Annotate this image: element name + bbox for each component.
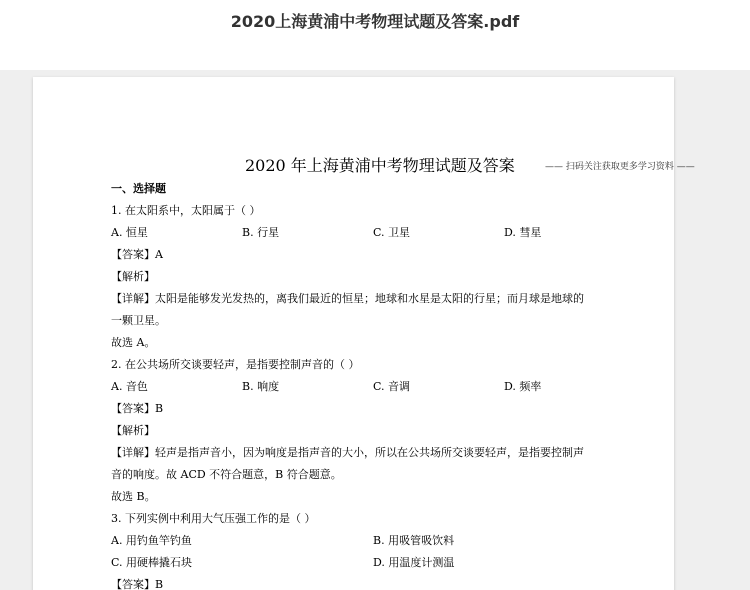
- viewer-header: [0, 0, 750, 70]
- q2-detail-line-1: 【详解】轻声是指声音小，因为响度是指声音的大小，所以在公共场所交谈要轻声，是指要控制声: [111, 446, 584, 459]
- pdf-viewer[interactable]: [0, 70, 750, 590]
- q1-answer: 【答案】A: [111, 248, 163, 261]
- q1-detail-line-1: 【详解】太阳是能够发光发热的，离我们最近的恒星；地球和水星是太阳的行星；而月球是地球的: [111, 292, 584, 305]
- q2-answer: 【答案】B: [111, 402, 164, 415]
- pdf-page: [33, 77, 695, 590]
- q1-option-d: D. 彗星: [504, 226, 542, 239]
- paper-title: 2020 年上海黄浦中考物理试题及答案: [245, 156, 515, 175]
- q3-option-b: B. 用吸管吸饮料: [373, 534, 455, 547]
- q1-conclusion: 故选 A。: [111, 336, 156, 349]
- question-3-stem: 3. 下列实例中利用大气压强工作的是（ ）: [111, 512, 316, 525]
- q3-option-c: C. 用硬棒撬石块: [111, 556, 193, 569]
- q2-detail-line-2: 音的响度。故 ACD 不符合题意，B 符合题意。: [111, 468, 342, 481]
- q3-option-d: D. 用温度计测温: [373, 556, 455, 569]
- q1-option-a: A. 恒星: [111, 226, 148, 239]
- document-title: 2020上海黄浦中考物理试题及答案.pdf: [230, 12, 520, 31]
- q2-conclusion: 故选 B。: [111, 490, 156, 503]
- q2-option-a: A. 音色: [111, 380, 148, 393]
- q2-analysis-label: 【解析】: [111, 424, 155, 437]
- q1-detail-line-2: 一颗卫星。: [111, 314, 166, 327]
- q2-option-c: C. 音调: [373, 380, 411, 393]
- question-1-stem: 1. 在太阳系中，太阳属于（ ）: [111, 204, 261, 217]
- q1-option-c: C. 卫星: [373, 226, 411, 239]
- section-heading: 一、选择题: [111, 182, 166, 195]
- qr-tagline: —— 扫码关注获取更多学习资料 ——: [545, 162, 695, 172]
- q2-option-b: B. 响度: [242, 380, 280, 393]
- question-2-stem: 2. 在公共场所交谈要轻声，是指要控制声音的（ ）: [111, 358, 360, 371]
- q3-option-a: A. 用钓鱼竿钓鱼: [111, 534, 192, 547]
- q3-answer: 【答案】B: [111, 578, 164, 590]
- q1-analysis-label: 【解析】: [111, 270, 155, 283]
- q1-option-b: B. 行星: [242, 226, 280, 239]
- q2-option-d: D. 频率: [504, 380, 542, 393]
